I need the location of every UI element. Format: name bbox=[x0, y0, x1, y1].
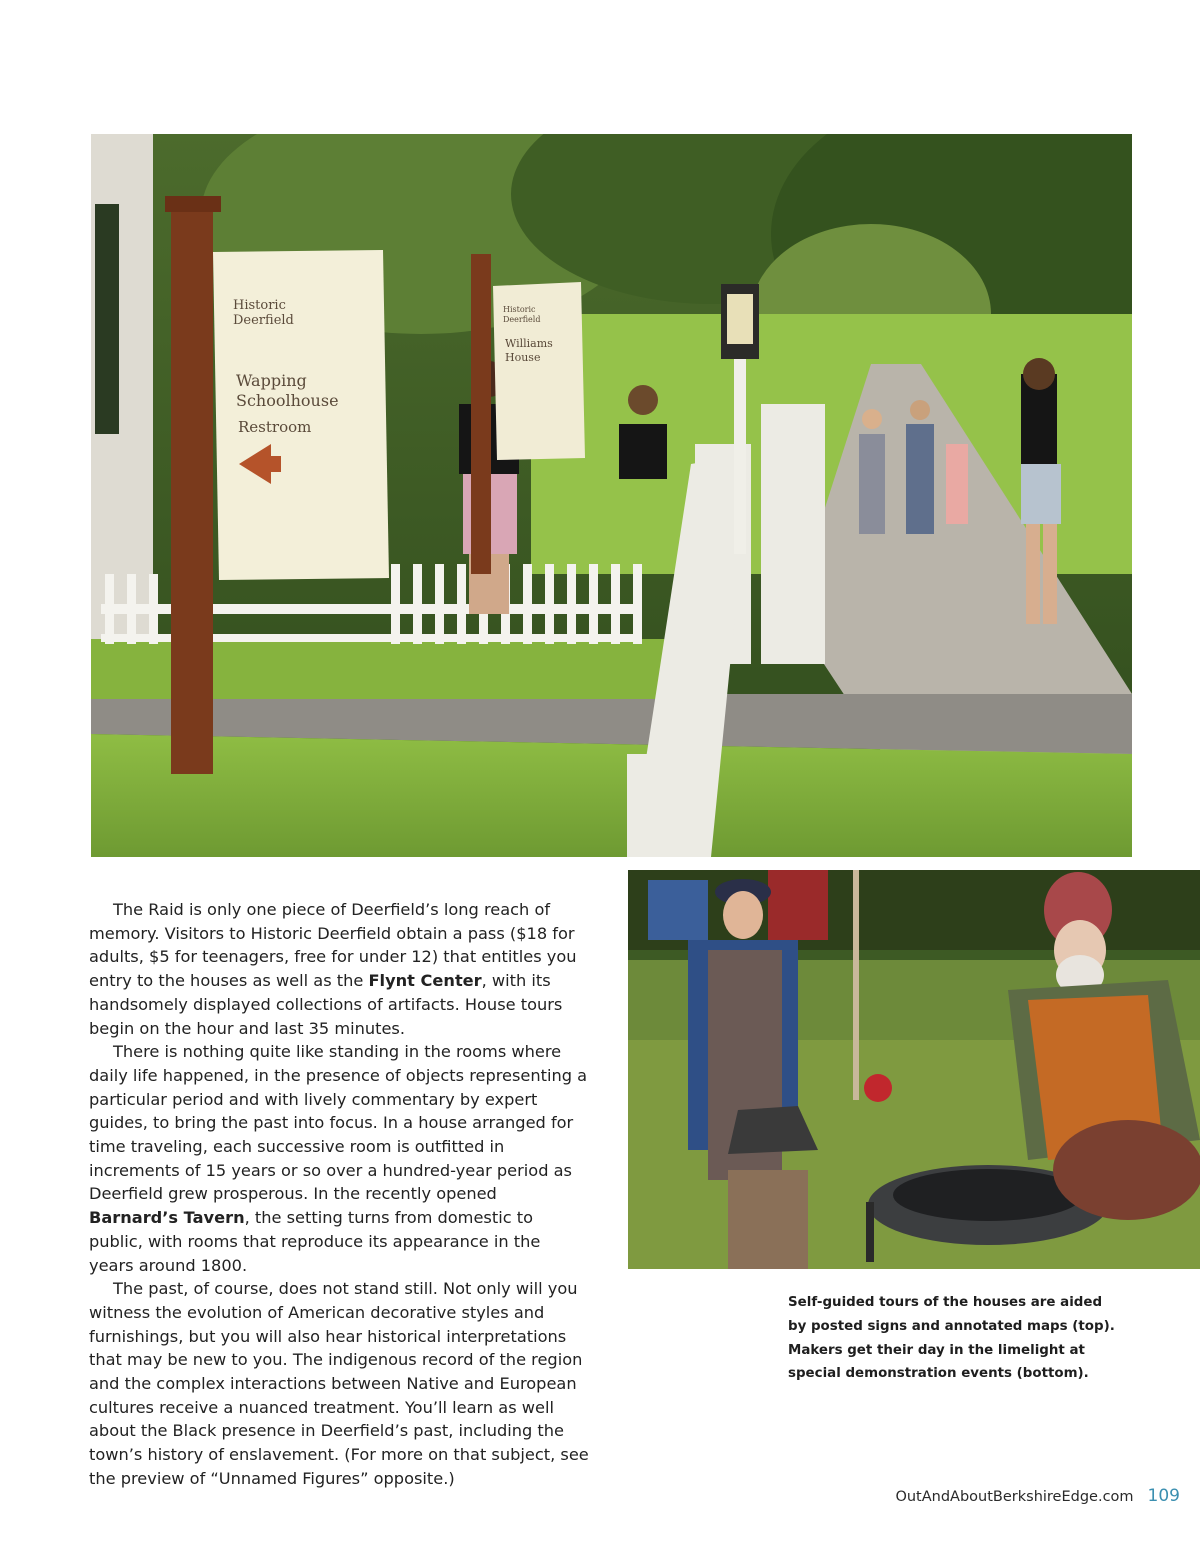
svg-text:Deerfield: Deerfield bbox=[233, 313, 294, 328]
sign-williams-house bbox=[493, 282, 585, 460]
svg-text:Deerfield: Deerfield bbox=[503, 315, 541, 324]
svg-text:Williams: Williams bbox=[505, 337, 553, 350]
bold-barnards-tavern: Barnard’s Tavern bbox=[89, 1208, 245, 1228]
sign-wapping-schoolhouse bbox=[213, 250, 389, 580]
page-footer bbox=[895, 1486, 1180, 1506]
paragraph-1: The Raid is only one piece of Deerfield’s long reach of memory. Visitors to Historic Deerfield obtain a pass ($18 for adults, $5 for teenagers, free for under 12) that entitles you entry to the houses as well as the Flynt Center, with its handsomely displayed collections of artifacts. House tours begin on the hour and last 35 minutes. bbox=[89, 900, 577, 1038]
paragraph-3: The past, of course, does not stand still. Not only will you witness the evolution of American decorative styles and furnishings, but you will also hear historical interpretations that may be new to you. The indigenous record of the region and the complex interactions between Native and European cultures receive a nuanced treatment. You’ll learn as well about the Black presence in Deerfield’s past, including the town’s history of enslavement. (For more on that subject, see the preview of “Unnamed Figures” opposite.) bbox=[89, 1279, 589, 1488]
article-body bbox=[89, 898, 589, 1491]
photo-bottom-blacksmith-demo bbox=[628, 870, 1200, 1269]
svg-text:House: House bbox=[505, 351, 541, 364]
svg-text:Historic: Historic bbox=[503, 305, 536, 314]
svg-text:Historic: Historic bbox=[233, 298, 286, 313]
svg-text:Schoolhouse: Schoolhouse bbox=[236, 391, 339, 410]
paragraph-2: There is nothing quite like standing in the rooms where daily life happened, in the presence of objects representing a particular period and with lively commentary by expert guides, to bring the past into focus. In a house arranged for time traveling, each successive room is outfitted in increments of 15 years or so over a hundred-year period as Deerfield grew prosperous. In the recently opened Barnard’s Tavern, the setting turns from domestic to public, with rooms that reproduce its appearance in the years around 1800. bbox=[89, 1042, 588, 1275]
photo-top-illustration bbox=[91, 134, 1132, 857]
svg-text:Restroom: Restroom bbox=[238, 418, 312, 436]
photo-caption: Self-guided tours of the houses are aided by posted signs and annotated maps (top). Makers get their day in the limelight at special demonstration events (bottom). bbox=[788, 1295, 1115, 1382]
page-number: 109 bbox=[1147, 1486, 1180, 1506]
svg-text:Wapping: Wapping bbox=[236, 371, 307, 390]
bold-flynt-center: Flynt Center bbox=[368, 971, 482, 991]
photo-top-historic-deerfield-signs bbox=[91, 134, 1132, 857]
photo-bottom-illustration bbox=[628, 870, 1200, 1269]
footer-site-url: OutAndAboutBerkshireEdge.com bbox=[895, 1489, 1134, 1505]
